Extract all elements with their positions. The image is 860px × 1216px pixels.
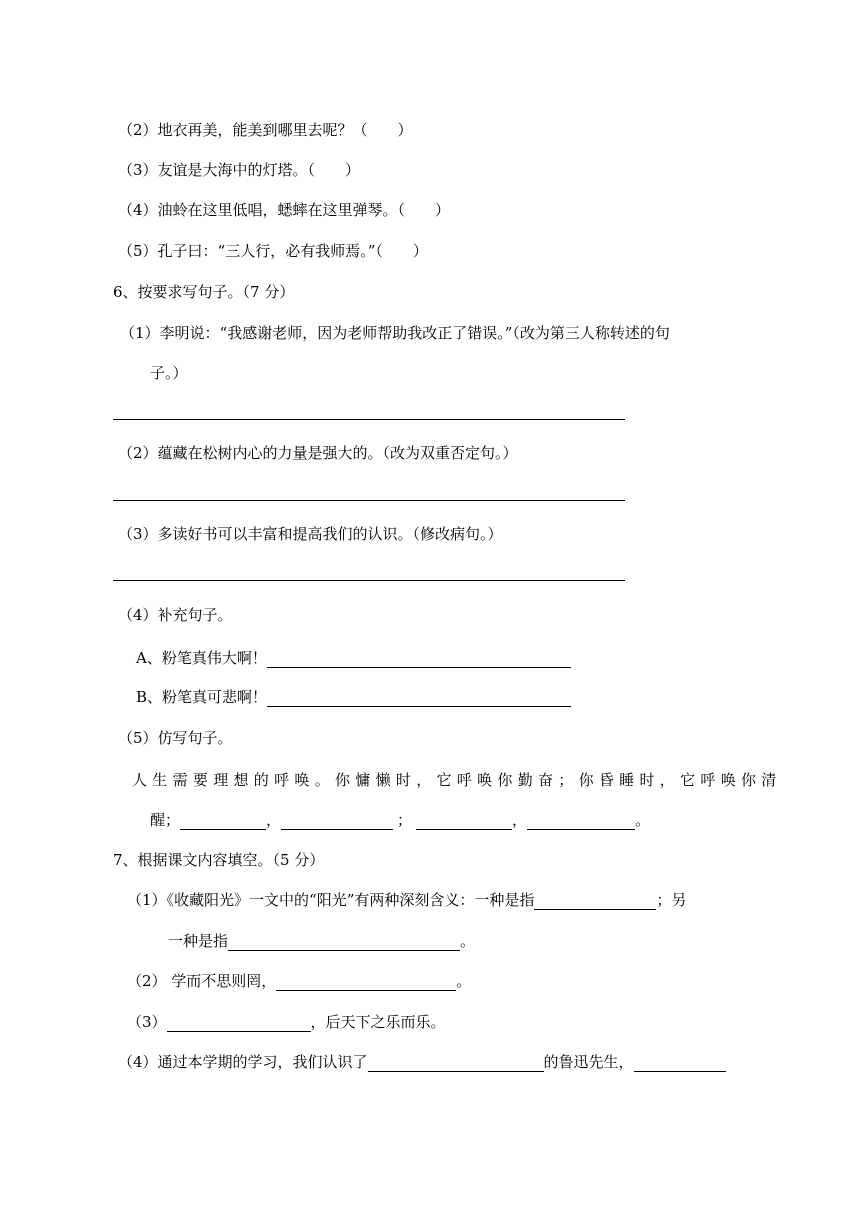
q6-s5-blank-4[interactable] (527, 813, 635, 830)
q6-s5-comma-2: ， (512, 811, 528, 829)
q6-s5-comma-1: ， (266, 811, 282, 829)
q6-s4b-row (136, 687, 571, 707)
q6-s4a-blank[interactable] (267, 651, 571, 668)
q6-title: 6、按要求写句子。（7 分） (113, 283, 295, 301)
q7-title: 7、根据课文内容填空。（5 分） (113, 851, 325, 869)
q5-item-5: （5）孔子曰：“三人行，必有我师焉。”（ ） (118, 242, 428, 260)
q6-s1-line1: （1）李明说：“我感谢老师，因为老师帮助我改正了错误。”（改为第三人称转述的句 (120, 324, 670, 342)
q7-s4-text-a: （4）通过本学期的学习，我们认识了 (118, 1053, 368, 1071)
q6-s5-semicolon: ； (397, 811, 413, 829)
q7-s1-blank-1[interactable] (534, 893, 656, 910)
q7-s2-blank[interactable] (276, 974, 456, 991)
q6-s3-answer-line[interactable] (113, 580, 625, 581)
q6-s5-line2-start: 醒； (150, 811, 181, 829)
q7-s4-text-b: 的鲁迅先生， (543, 1053, 634, 1071)
q6-s1-line2: 子。） (150, 364, 188, 382)
q7-s4-blank-2[interactable] (634, 1055, 726, 1072)
q7-s1-text-b: ；另 (656, 891, 687, 909)
q6-s4: （4）补充句子。 (118, 606, 233, 624)
q7-s1-line1 (127, 890, 686, 910)
q6-s2-answer-line[interactable] (113, 500, 625, 501)
q6-s5-line1: 人生需要理想的呼唤。你慵懒时，它呼唤你勤奋；你昏睡时，它呼唤你清 (132, 771, 782, 789)
q6-s4b-label: B、粉笔真可悲啊！ (136, 688, 268, 706)
q6-s2: （2）蕴藏在松树内心的力量是强大的。（改为双重否定句。） (118, 444, 518, 462)
q6-s4b-blank[interactable] (267, 690, 571, 707)
q6-s5-period: 。 (635, 811, 651, 829)
q6-s1-answer-line[interactable] (113, 419, 625, 420)
q7-s2-text-a: （2） 学而不思则罔， (127, 972, 277, 990)
q6-s3: （3）多读好书可以丰富和提高我们的认识。（修改病句。） (118, 525, 503, 543)
q7-s2-text-b: 。 (456, 972, 472, 990)
q7-s4 (118, 1052, 726, 1072)
q5-item-2: （2）地衣再美，能美到哪里去呢？（ ） (118, 121, 413, 139)
q7-s1-text-a: （1）《收藏阳光》一文中的“阳光”有两种深刻含义：一种是指 (127, 891, 535, 909)
q7-s3 (127, 1012, 446, 1032)
q7-s2 (127, 971, 471, 991)
q6-s5: （5）仿写句子。 (118, 729, 233, 747)
q7-s1-text-c: 一种是指 (168, 932, 229, 950)
q6-s5-blank-3[interactable] (416, 813, 512, 830)
q6-s4a-label: A、粉笔真伟大啊！ (136, 649, 267, 667)
q7-s1-blank-2[interactable] (228, 934, 460, 951)
q7-s1-line2 (168, 931, 475, 951)
q5-item-3: （3）友谊是大海中的灯塔。（ ） (118, 161, 361, 179)
q7-s3-blank[interactable] (167, 1015, 311, 1032)
q7-s3-text-a: （3） (127, 1013, 167, 1031)
q6-s5-blank-1[interactable] (180, 813, 266, 830)
q7-s4-blank-1[interactable] (368, 1055, 544, 1072)
q7-s1-text-d: 。 (460, 932, 476, 950)
q6-s5-blank-2[interactable] (281, 813, 393, 830)
q6-s4a-row (136, 648, 571, 668)
q7-s3-text-b: ，后天下之乐而乐。 (310, 1013, 446, 1031)
q5-item-4: （4）油蛉在这里低唱，蟋蟀在这里弹琴。（ ） (118, 201, 451, 219)
q6-s5-line2 (150, 810, 650, 830)
